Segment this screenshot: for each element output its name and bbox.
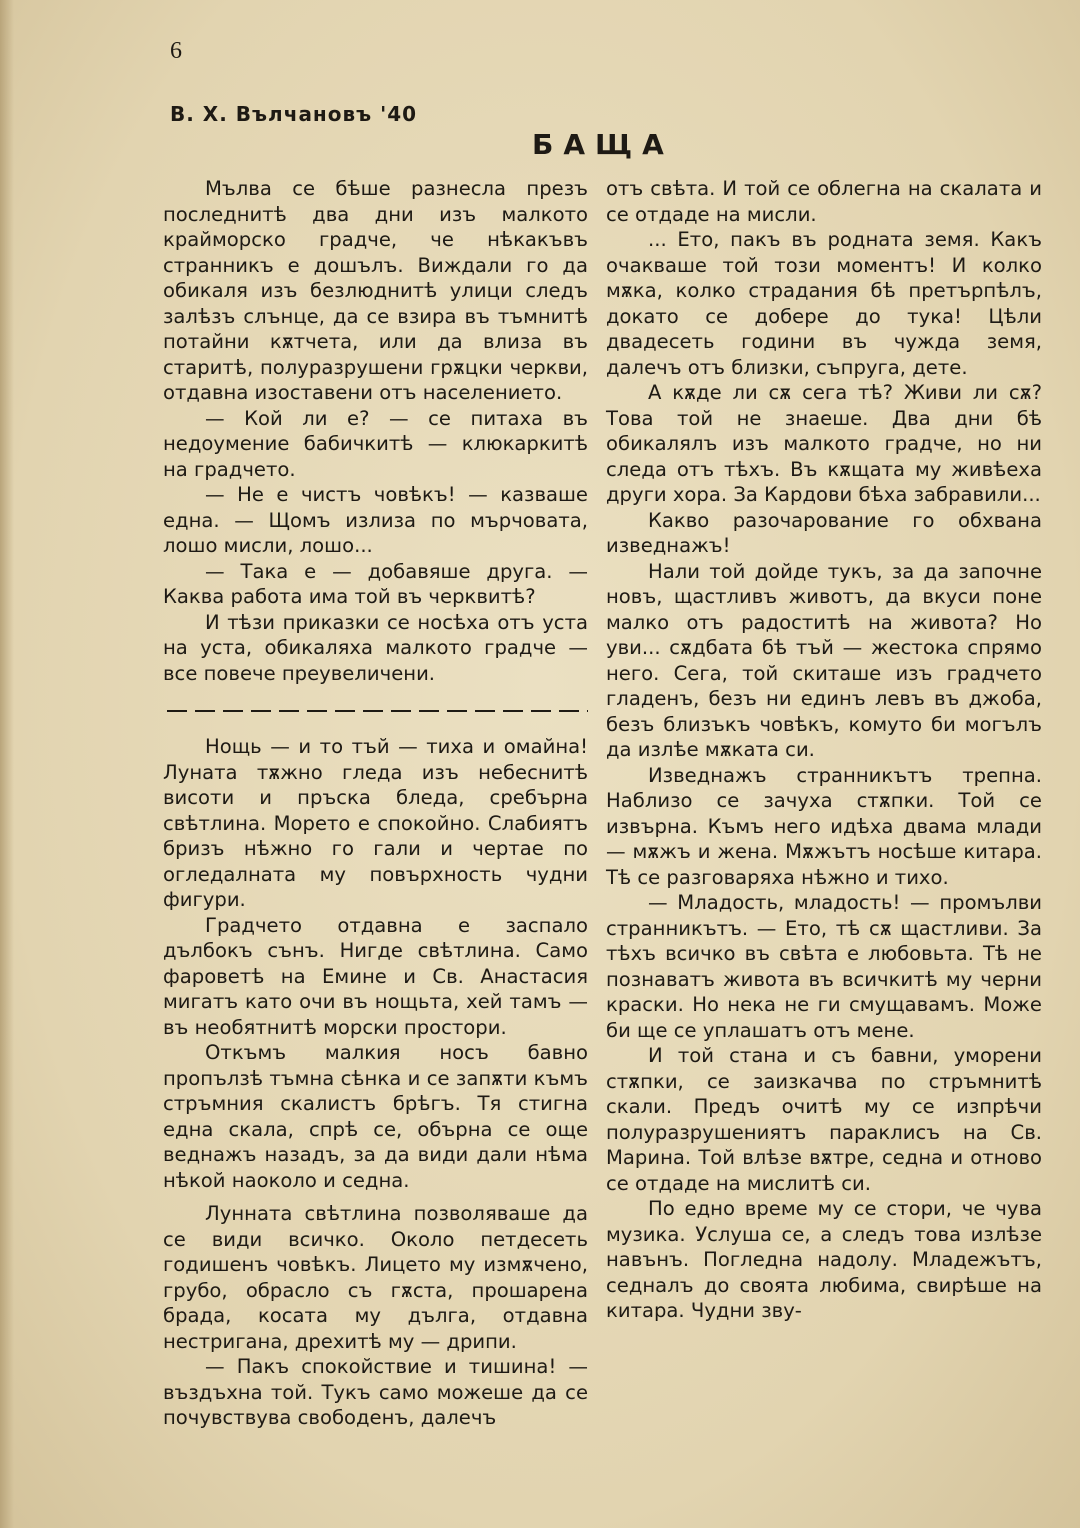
paragraph: Нали той дойде тукъ, за да започне новъ, щастливъ животъ, да вкуси поне малко отъ радоститѣ на живота? Но уви... сѫдбата бѣ тъй — жестока спрямо него. Сега, той скиташе изъ градчето гладенъ, безъ ни единъ левъ въ джоба, безъ близъкъ човѣкъ, комуто би могълъ да излѣе мѫката си.: [606, 559, 1042, 761]
paragraph: Градчето отдавна е заспало дълбокъ сънъ. Нигде свѣтлина. Само фароветѣ на Емине и Св. Анастасия мигатъ като очи въ нощьта, хей тамъ — въ необятнитѣ морски простори.: [163, 913, 588, 1039]
paragraph: Мълва се бѣше разнесла презъ последнитѣ два дни изъ малкото крайморско градче, че нѣкакъвъ странникъ е дошълъ. Виждали го да обикаля изъ безлюднитѣ улици следъ залѣзъ слънце, да се взира въ тъмнитѣ потайни кѫтчета, или да влиза въ старитѣ, полуразрушени грѫцки черкви, отдавна изоставени отъ населението.: [163, 177, 588, 404]
paragraph: И тѣзи приказки се носѣха отъ уста на уста, обикаляха малкото градче — все повече преувеличени.: [163, 610, 588, 685]
paragraph: — Не е чистъ човѣкъ! — казваше една. — Щомъ излиза по мърчовата, лошо мисли, лошо...: [163, 483, 588, 557]
left-column: [163, 176, 588, 1431]
paragraph: Изведнажъ странникътъ трепна. Наблизо се зачуха стѫпки. Той се извърна. Къмъ него идѣха двама млади — мѫжъ и жена. Мѫжътъ носѣше китара. Тѣ се разговаряха нѣжно и тихо.: [606, 763, 1042, 889]
paragraph: Какво разочарование го обхвана изведнажъ!: [606, 508, 1042, 557]
paragraph: ... Ето, пакъ въ родната земя. Какъ очакваше той този моментъ! И колко мѫка, колко страдания бѣ претърпѣлъ, докато се добере до тука! Цѣли двадесеть години въ чужда земя, далечъ отъ близки, съпруга, дете.: [606, 228, 1042, 379]
paragraph: А кѫде ли сѫ сега тѣ? Живи ли сѫ? Това той не знаеше. Два дни бѣ обикалялъ изъ малкото градче, но ни следа отъ тѣхъ. Въ кѫщата му живѣеха други хора. За Кардови бѣха забравили...: [606, 381, 1042, 506]
author-byline: В. Х. Вълчановъ '40: [170, 102, 418, 126]
section-separator: [167, 710, 588, 712]
paragraph: — Младость, младость! — промълви странникътъ. — Ето, тѣ сѫ щастливи. За тѣхъ всичко въ свѣта е любовьта. Тѣ не познаватъ живота въ всичкитѣ му черни краски. Но нека не ги смущавамъ. Може би ще се уплашатъ отъ мене.: [606, 891, 1042, 1042]
paragraph: отъ свѣта. И той се облегна на скалата и се отдаде на мисли.: [606, 177, 1042, 226]
paragraph: Лунната свѣтлина позволяваше да се види всичко. Около петдесеть годишенъ човѣкъ. Лицето му измѫчено, грубо, обрасло съ гѫста, прошарена брада, косата му дълга, отдавна нестригана, дрехитѣ му — дрипи.: [163, 1202, 588, 1353]
paragraph: — Пакъ спокойствие и тишина! — въздъхна той. Тукъ само можеше да се почувствува свободенъ, далечъ: [163, 1355, 588, 1429]
right-column: [606, 176, 1042, 1324]
article-title: БАЩА: [532, 128, 674, 161]
page-spine-shadow: [0, 0, 14, 1528]
paragraph: Откъмъ малкия носъ бавно пропълзѣ тъмна сѣнка и се запѫти къмъ стръмния скалистъ брѣгъ. Тя стигна една скала, спрѣ се, обърна се още веднажъ назадъ, за да види дали нѣма нѣкой наоколо и седна.: [163, 1041, 588, 1192]
paragraph: По едно време му се стори, че чува музика. Услуша се, а следъ това излѣзе навънъ. Погледна надолу. Младежътъ, седналъ до своята любима, свирѣше на китара. Чудни зву-: [606, 1197, 1042, 1322]
paragraph: Нощь — и то тъй — тиха и омайна! Луната тѫжно гледа изъ небеснитѣ висоти и пръска бледа, сребърна свѣтлина. Морето е спокойно. Слабиятъ бризъ нѣжно го гали и чертае по огледалната му повърхность чудни фигури.: [163, 735, 588, 911]
page-number: 6: [170, 38, 182, 64]
paragraph: И той стана и съ бавни, уморени стѫпки, се заизкачва по стръмнитѣ скали. Предъ очитѣ му се изпрѣчи полуразрушениятъ параклисъ на Св. Марина. Той влѣзе вѫтре, седна и отново се отдаде на мислитѣ си.: [606, 1044, 1042, 1195]
paragraph: — Така е — добавяше друга. — Каква работа има той въ черквитѣ?: [163, 559, 588, 608]
paragraph: — Кой ли е? — се питаха въ недоумение бабичкитѣ — клюкаркитѣ на градчето.: [163, 406, 588, 481]
